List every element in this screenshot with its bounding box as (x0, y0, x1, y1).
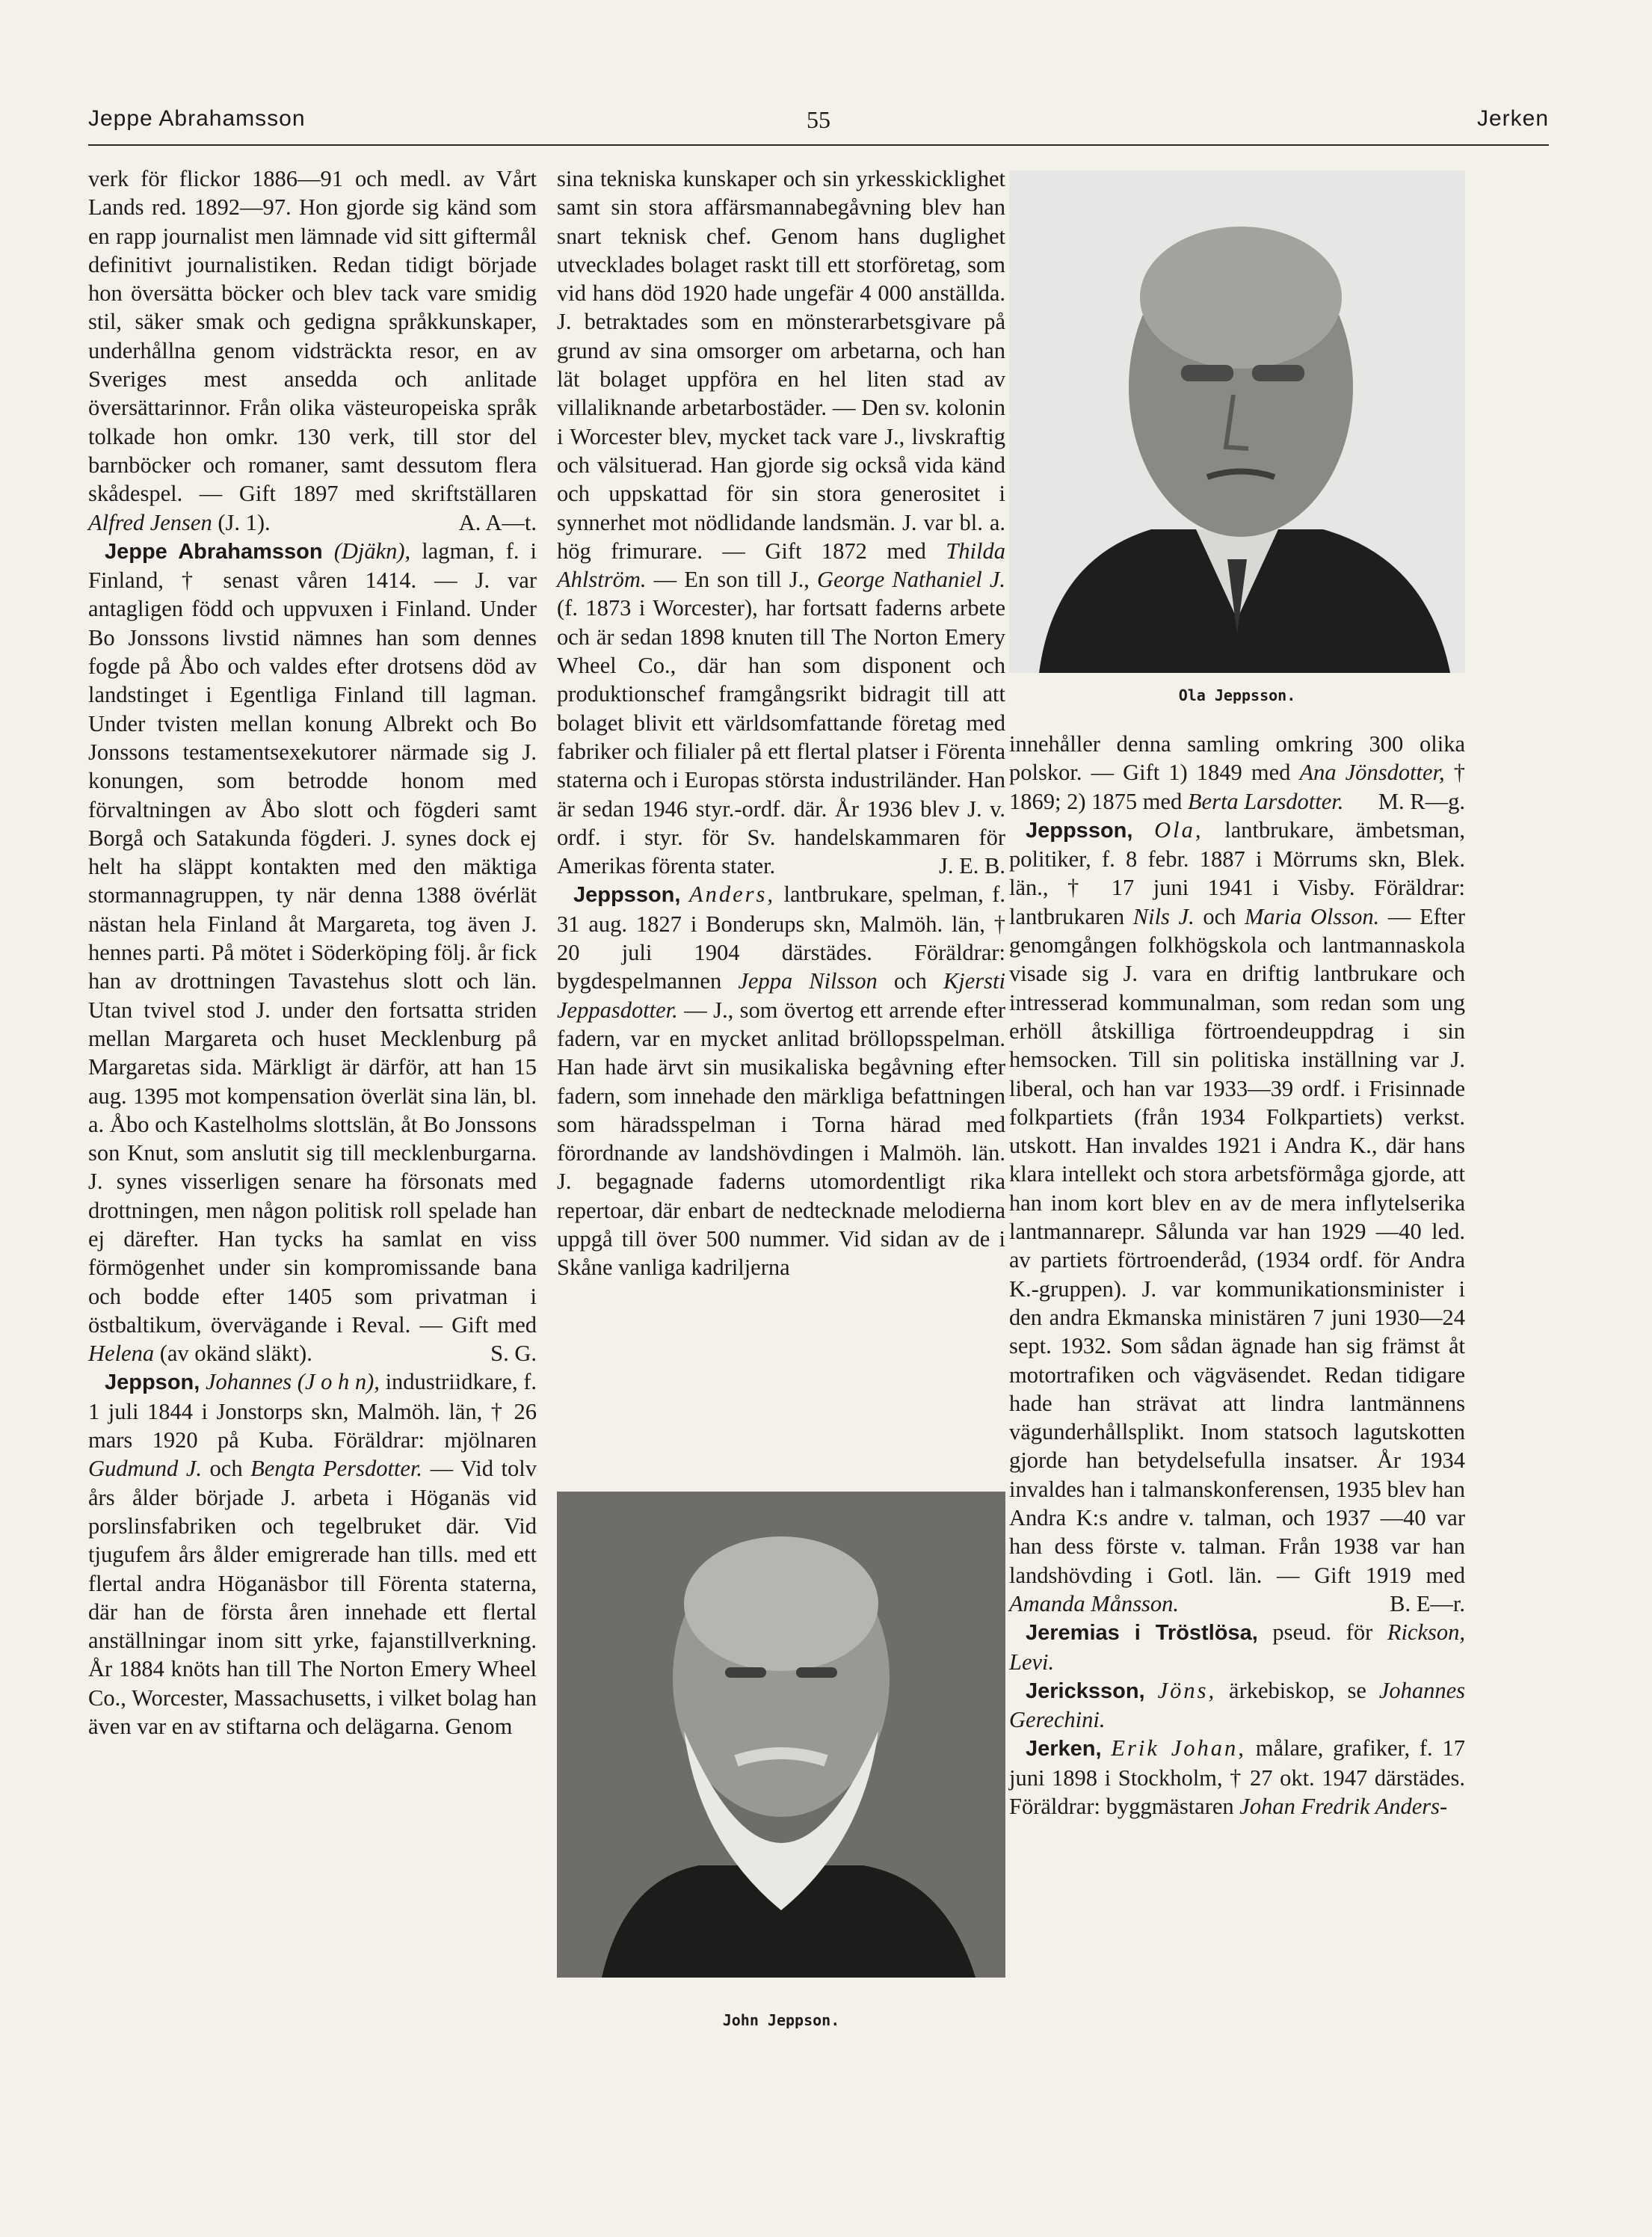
entry-continuation: verk för flickor 1886—91 och medl. av Vårt Lands red. 1892—97. Hon gjorde sig känd som en rapp journalist men lämnade vid sitt giftermål definitivt journalistiken. Redan tidigt började hon översätta böcker och blev tack vare smidig stil, säker smak och gedigna språkkunskaper, underhållna genom vidsträckta resor, en av Sveriges mest ansedda och anlitade översättarinnor. Från olika västeuropeiska språk tolkade hon omkr. 130 verk, till stor del barnböcker och romaner, samt dessutom flera skådespel. — Gift 1897 med skriftställaren Alfred Jensen (J. 1). A. A—t. (88, 164, 537, 537)
caption-ola: Ola Jeppsson. (1178, 686, 1296, 704)
entry-jeppe-abrahamsson: Jeppe Abrahamsson (Djäkn), lagman, f. i Finland, † senast våren 1414. — J. var antagligen född och uppvuxen i Finland. Under Bo Jonssons livstid nämnes han som dennes fogde på Åbo och valdes efter drotsens död av landstinget i Egentliga Finland till lagman. Under tvisten mellan konung Albrekt och Bo Jonssons testamentsexekutorer närmade sig J. konungen, som betrodde honom med förvaltningen av Åbo slott och fögderi samt Borgå och Satakunda fögderi. J. synes dock ej helt ha släppt kontakten med den mäktiga stormannagruppen, ty när denna 1388 övérlät nästan hela Finland åt Margareta, tog även J. hennes parti. På mötet i Söderköping följ. år fick han av drottningen Tavastehus slott och län. Utan tvivel stod J. under den fortsatta striden mellan Margareta och huset Mecklenburg på Margaretas sida. Märkligt är därför, att han 15 aug. 1395 mot kompensation överlät sina län, bl. a. Åbo och Kastelholms slottslän, åt Bo Jonssons son Knut, som anslutit sig till mecklenburgarna. J. synes visserligen senare ha försonats med drottningen, men någon politisk roll spelade han ej därefter. Han tycks ha samlat en viss förmögenhet under sin kompromissande bana och bodde efter 1405 som privatman i östbaltikum, övervägande i Reval. — Gift med Helena (av okänd släkt). S. G. (88, 537, 537, 1368)
entry-ola-jeppsson: Jeppsson, Ola, lantbrukare, ämbetsman, politiker, f. 8 febr. 1887 i Mörrums skn, Blek. län., † 17 juni 1941 i Visby. Föräldrar: lantbrukaren Nils J. och Maria Olsson. — Efter genomgången folkhögskola och lantmannaskola visade sig J. vara en driftig lantbrukare och intresserad kommunalman, som redan som ung erhöll åtskilliga förtroendeuppdrag i sin hemsocken. Till sin politiska inställning var J. liberal, och han var 1933—39 ordf. i Frisinnade folkpartiets (från 1934 Folkpartiets) verkst. utskott. Han invaldes 1921 i Andra K., där hans klara intellekt och stora arbetsförmåga gjorde, att han inom kort blev en av de mera inflytelserika lantmannarepr. Sålunda var han 1929 —40 led. av partiets förtroenderåd, (1934 ordf. för Andra K.-gruppen). J. var kommunikationsminister i den andra Ekmanska ministären 7 juni 1930—24 sept. 1932. Som sådan ägnade han sig främst åt motortrafiken och vägväsendet. Redan tidigare hade han strävat att lindra lantmännens vägunderhållsplikt. Inom statsoch lagutskotten gjorde han betydelsefulla insatser. År 1934 invaldes han i talmanskonferensen, 1935 blev han Andra K:s andre v. talman, och 1937 —40 var han dess förste v. talman. Från 1938 var han landshövding i Gotl. län. — Gift 1919 med Amanda Månsson. B. E—r. (1009, 816, 1465, 1618)
headword: Jericksson, (1026, 1678, 1145, 1703)
header-right-title: Jerken (1476, 106, 1549, 131)
entry-anders-jeppsson: Jeppsson, Anders, lantbrukare, spelman, f. 31 aug. 1827 i Bonderups skn, Malmöh. län, † 20 juli 1904 därstädes. Föräldrar: bygdespelmannen Jeppa Nilsson och Kjersti Jeppasdotter. — J., som övertog ett arrende efter fadern, var en mycket anlitad bröllopsspelman. Han hade ärvt sin musikaliska begåvning efter fadern, som innehade den märkliga befattningen som häradsspelman i Torna härad med förordnande av landshövdingen i Malmöh. län. J. begagnade faderns utomordentligt rika repertoar, där enbart de nedtecknade melodierna uppgå till över 500 nummer. Vid sidan av de i Skåne vanliga kadriljerna (557, 881, 1006, 1281)
entry-johannes-jeppson: Jeppson, Johannes (J o h n), industriidkare, f. 1 juli 1844 i Jonstorps skn, Malmöh. län, † 26 mars 1920 på Kuba. Föräldrar: mjölnaren Gudmund J. och Bengta Persdotter. — Vid tolv års ålder började J. arbeta i Höganäs vid porslinsfabriken och tegelbruket där. Vid tjugufem års ålder emigrerade han tills. med ett flertal andra Höganäsbor till Förenta staterna, där han de första åren innehade ett flertal anställningar inom sitt yrke, fajanstillverkning. År 1884 knöts han till The Norton Emery Wheel Co., Worcester, Massachusetts, i vilket bolag han även var en av stiftarna och delägarna. Genom (88, 1369, 537, 1740)
column-3 (1009, 730, 1465, 1821)
signature: M. R—g. (1378, 788, 1465, 814)
signature: S. G. (490, 1341, 537, 1367)
entry-continuation: sina tekniska kunskaper och sin yrkesskicklighet samt sin stora affärsmannabegåvning blev han snart teknisk chef. Genom hans duglighet utvecklades bolaget raskt till ett storföretag, som vid hans död 1920 hade ungefär 4 000 anställda. J. betraktades som en mönsterarbetsgivare på grund av sina omsorger om arbetarna, och han lät bolaget uppföra en hel liten stad av villaliknande arbetarbostäder. — Den sv. kolonin i Worcester blev, mycket tack vare J., livskraftig och välsituerad. Han gjorde sig också vida känd och uppskattad för sin stora generositet i synnerhet mot nödlidande landsmän. J. var bl. a. hög frimurare. — Gift 1872 med Thilda Ahlström. — En son till J., George Nathaniel J. (f. 1873 i Worcester), har fortsatt faderns arbete och är sedan 1898 knuten till The Norton Emery Wheel Co., där han som disponent och produktionschef framgångsrikt bidragit till att bolaget blivit ett världsomfattande företag med fabriker och filialer på ett flertal platser i Förenta staterna och i Europas största industriländer. Han är sedan 1946 styr.-ordf. där. År 1936 blev J. v. ordf. i styr. för Sv. handelskammaren för Amerikas förenta stater. J. E. B. (557, 164, 1005, 880)
portrait-ola-image (1009, 170, 1465, 673)
caption-john: John Jeppson. (722, 2011, 840, 2029)
entry-jericksson: Jericksson, Jöns, ärkebiskop, se Johannes Gerechini. (1009, 1677, 1466, 1733)
portrait-john-image (557, 1492, 1005, 1978)
entry-jerken: Jerken, Erik Johan, målare, grafiker, f. 17 juni 1898 i Stockholm, † 27 okt. 1947 därstädes. Föräldrar: byggmästaren Johan Fredrik Anders- (1009, 1735, 1465, 1819)
portrait-john-jeppson (557, 1492, 1005, 1978)
portrait-ola-jeppsson (1009, 170, 1465, 673)
page-number: 55 (807, 106, 830, 133)
headword: Jeppe Abrahamsson (105, 539, 323, 564)
header-rule (88, 144, 1549, 146)
headword: Jeppsson, (1026, 818, 1133, 843)
entry-jeremias: Jeremias i Tröstlösa, pseud. för Rickson, Levi. (1009, 1619, 1465, 1675)
headword: Jeremias i Tröstlösa, (1026, 1621, 1258, 1646)
entry-continuation: innehåller denna samling omkring 300 olika polskor. — Gift 1) 1849 med Ana Jönsdotter, † 1869; 2) 1875 med Berta Larsdotter. M. R—g. (1009, 730, 1465, 816)
signature: J. E. B. (939, 853, 1005, 879)
headword: Jeppson, (105, 1370, 200, 1395)
headword: Jeppsson, (573, 883, 681, 908)
signature: A. A—t. (458, 509, 537, 535)
headword: Jerken, (1026, 1737, 1102, 1761)
column-1 (88, 164, 537, 1741)
running-header (88, 100, 1549, 145)
signature: B. E—r. (1390, 1590, 1465, 1616)
header-left-title: Jeppe Abrahamsson (88, 106, 306, 131)
column-2 (557, 164, 1005, 1282)
